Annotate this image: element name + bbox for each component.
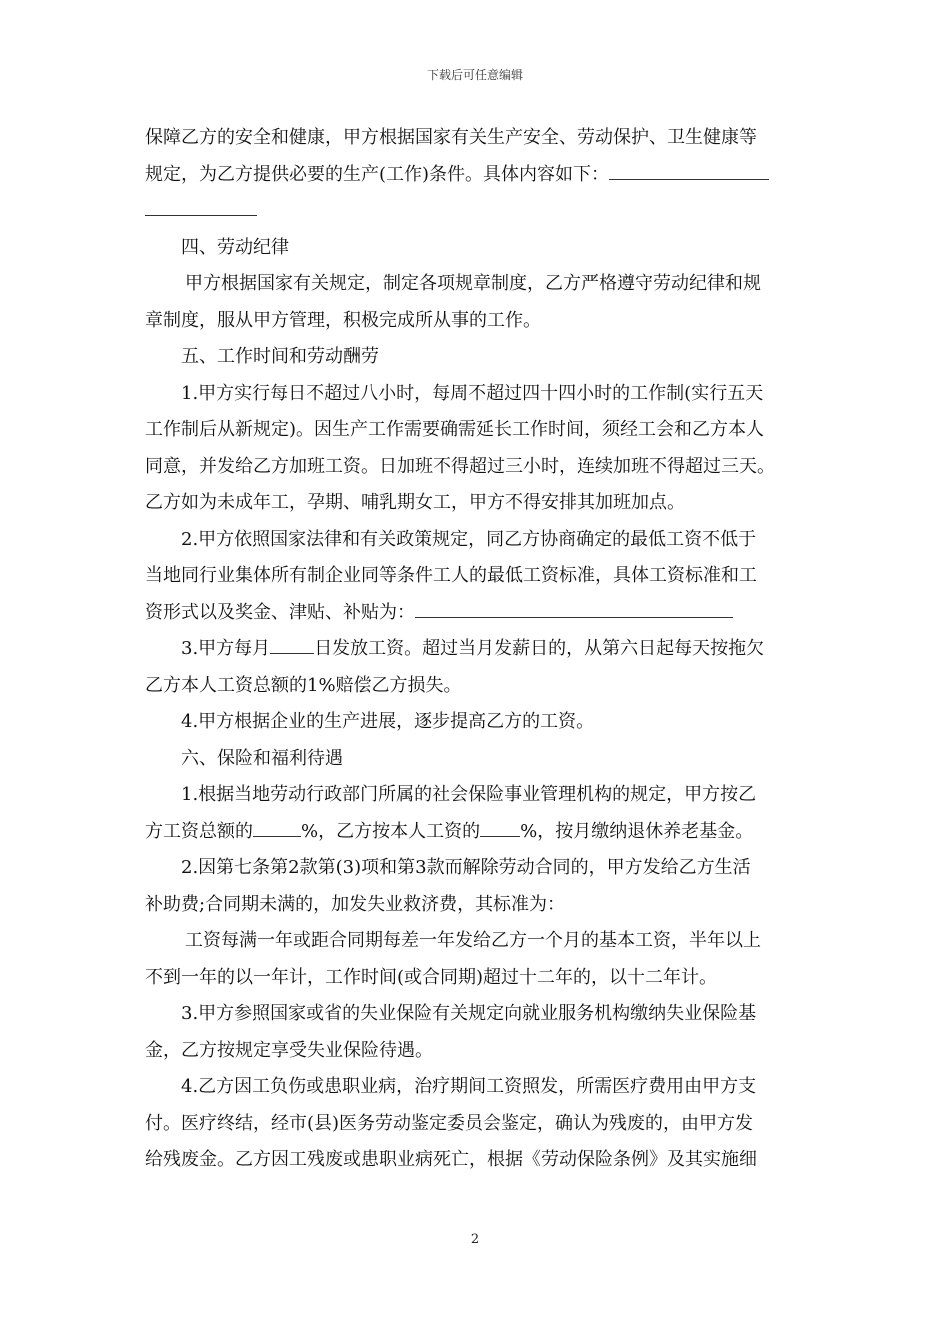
paragraph-line: 4.乙方因工负伤或患职业病，治疗期间工资照发，所需医疗费用由甲方支: [181, 1076, 757, 1097]
paragraph-line: 1.根据当地劳动行政部门所属的社会保险事业管理机构的规定，甲方按乙: [181, 784, 757, 805]
paragraph-line: 乙方本人工资总额的1%赔偿乙方损失。: [145, 674, 462, 696]
paragraph-line: 1.甲方实行每日不超过八小时，每周不超过四十四小时的工作制(实行五天: [181, 382, 764, 404]
paragraph-line: 2.甲方依照国家法律和有关政策规定，同乙方协商确定的最低工资不低于: [181, 528, 757, 550]
page-number: 2: [470, 1232, 480, 1247]
paragraph-line: 工资每满一年或距合同期每差一年发给乙方一个月的基本工资，半年以上: [185, 930, 761, 951]
paragraph-line: 金，乙方按规定享受失业保险待遇。: [145, 1039, 433, 1061]
paragraph-line: 补助费;合同期未满的，加发失业救济费，其标准为：: [145, 893, 566, 915]
paragraph-line: 工作制后从新规定)。因生产工作需要确需延长工作时间，须经工会和乙方本人: [145, 419, 765, 440]
paragraph-line: 给残废金。乙方因工残废或患职业病死亡，根据《劳动保险条例》及其实施细: [145, 1149, 757, 1170]
paragraph-line: 保障乙方的安全和健康，甲方根据国家有关生产安全、劳动保护、卫生健康等: [145, 127, 757, 148]
paragraph-line: 方工资总额的 %，乙方按本人工资的 %，按月缴纳退休养老基金。: [145, 814, 817, 851]
blank-line: [253, 814, 301, 837]
page-header: 下载后可任意编辑: [426, 68, 523, 82]
blank-line: [609, 157, 769, 180]
paragraph-line: 章制度，服从甲方管理，积极完成所从事的工作。: [145, 309, 541, 331]
paragraph-line: 乙方如为未成年工，孕期、哺乳期女工，甲方不得安排其加班加点。: [145, 492, 685, 513]
blank-line: [270, 631, 314, 654]
paragraph-line: 资形式以及奖金、津贴、补贴为：: [145, 595, 817, 632]
blank-line: [145, 193, 257, 216]
paragraph-line: 当地同行业集体所有制企业同等条件工人的最低工资标准，具体工资标准和工: [145, 565, 757, 586]
blank-line: [480, 814, 520, 837]
paragraph-line: 2.因第七条第2款第(3)项和第3款而解除劳动合同的，甲方发给乙方生活: [181, 857, 751, 878]
document-body: [145, 120, 817, 1179]
section-heading: 四、劳动纪律: [181, 236, 289, 258]
blank-line: [415, 595, 733, 618]
paragraph-line: 付。医疗终结，经市(县)医务劳动鉴定委员会鉴定，确认为残废的，由甲方发: [145, 1112, 754, 1134]
section-heading: 五、工作时间和劳动酬劳: [181, 346, 379, 367]
paragraph-line: 甲方根据国家有关规定，制定各项规章制度，乙方严格遵守劳动纪律和规: [185, 273, 761, 294]
paragraph-line: 规定，为乙方提供必要的生产(工作)条件。具体内容如下：: [145, 157, 817, 194]
section-heading: 六、保险和福利待遇: [181, 747, 343, 769]
paragraph-line: [145, 193, 817, 230]
paragraph-line: 同意，并发给乙方加班工资。日加班不得超过三小时，连续加班不得超过三天。: [145, 455, 775, 477]
paragraph-line: 3.甲方每月 日发放工资。超过当月发薪日的，从第六日起每天按拖欠: [145, 631, 817, 668]
paragraph-line: 不到一年的以一年计，工作时间(或合同期)超过十二年的，以十二年计。: [145, 966, 718, 988]
paragraph-line: 4.甲方根据企业的生产进展，逐步提高乙方的工资。: [181, 711, 595, 732]
paragraph-line: 3.甲方参照国家或省的失业保险有关规定向就业服务机构缴纳失业保险基: [181, 1003, 757, 1024]
